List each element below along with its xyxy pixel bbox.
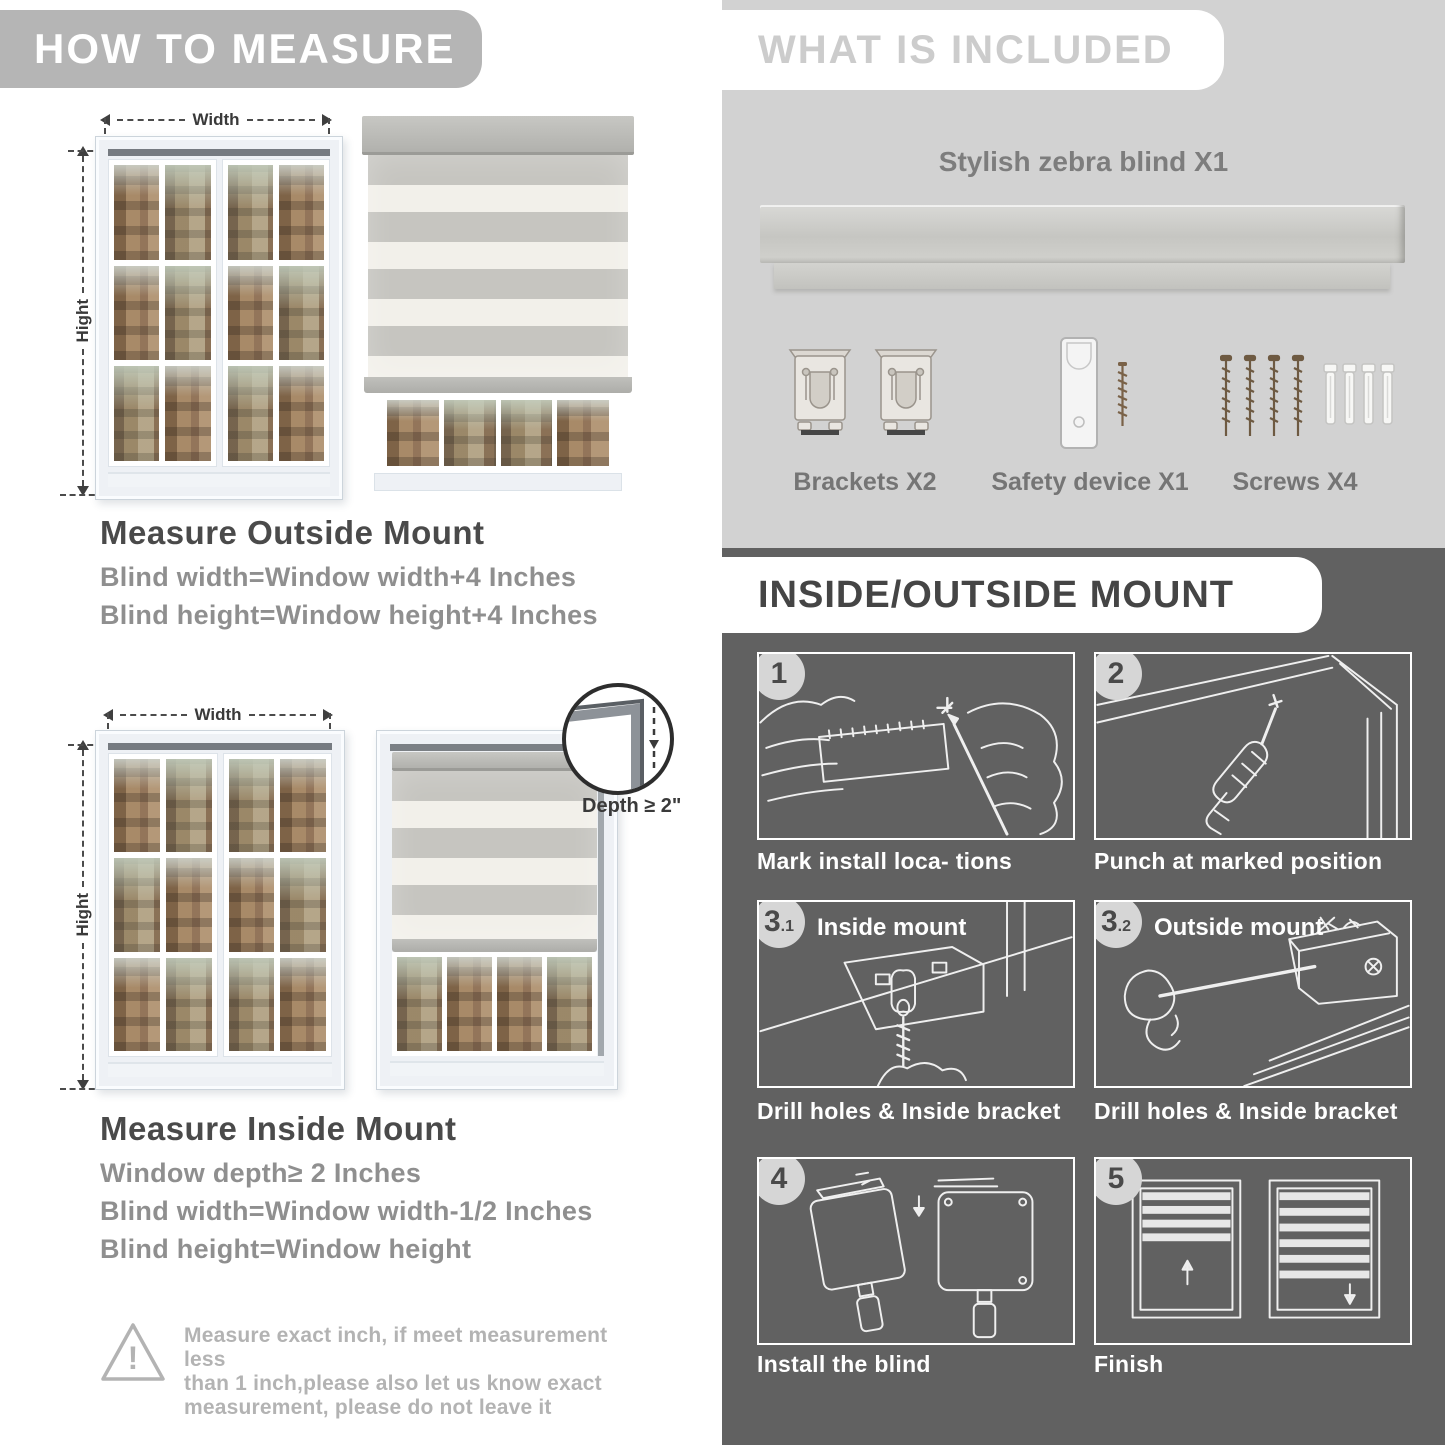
install-blind-illustration <box>759 1159 1073 1343</box>
screws-label: Screws X4 <box>1232 468 1358 496</box>
arrow-right-icon <box>322 114 332 126</box>
what-is-included-header: WHAT IS INCLUDED <box>722 10 1224 90</box>
screws-icon <box>1220 352 1400 444</box>
step-title-3-1: Inside mount <box>817 914 967 941</box>
svg-text:!: ! <box>127 1340 139 1376</box>
step-panel-5 <box>1094 1157 1412 1345</box>
outside-mount-window-diagram <box>95 136 343 500</box>
inside-mount-window-diagram <box>95 730 345 1090</box>
window-sash <box>222 159 331 467</box>
depth-detail-circle <box>562 683 674 795</box>
step-caption-3-1: Drill holes & Inside bracket <box>757 1098 1061 1124</box>
blind-cassette <box>362 116 634 155</box>
blind-bottom-rail <box>392 939 597 952</box>
blind-headrail-image <box>760 205 1405 263</box>
step-badge-4: 4 <box>757 1157 805 1205</box>
blind-fabric <box>368 155 628 377</box>
window-under-blind <box>392 952 597 1056</box>
width-label: Width <box>194 705 242 724</box>
safety-device-label: Safety device X1 <box>991 468 1189 496</box>
step-badge-5: 5 <box>1094 1157 1142 1205</box>
step-panel-2 <box>1094 652 1412 840</box>
how-to-measure-header: HOW TO MEASURE <box>0 10 482 88</box>
blind-valance-image <box>774 263 1390 289</box>
width-arrow <box>103 705 333 725</box>
blind-fabric <box>392 771 597 939</box>
step-caption-3-2: Drill holes & Inside bracket <box>1094 1098 1398 1124</box>
inside-mount-line3: Blind height=Window height <box>100 1234 472 1264</box>
inside-outside-mount-header: INSIDE/OUTSIDE MOUNT <box>722 557 1322 633</box>
step-caption-5: Finish <box>1094 1351 1164 1377</box>
step-badge-3-1: 3 .1 <box>757 900 805 948</box>
height-arrow <box>70 146 96 496</box>
window-sash <box>108 753 218 1057</box>
step-panel-3-2 <box>1094 900 1412 1088</box>
step-panel-1 <box>757 652 1075 840</box>
width-label: Width <box>192 110 240 129</box>
drill-illustration <box>1096 654 1410 838</box>
window-sill <box>108 472 330 487</box>
arrow-right-icon <box>323 709 333 721</box>
step-caption-1: Mark install loca- tions <box>757 848 1013 874</box>
brackets-label: Brackets X2 <box>793 468 937 496</box>
step-caption-4: Install the blind <box>757 1351 931 1377</box>
depth-note: Depth ≥ 2" <box>582 795 682 817</box>
height-arrow <box>70 740 96 1090</box>
step-panel-4 <box>757 1157 1075 1345</box>
window-sash <box>223 753 333 1057</box>
outside-mount-line1: Blind width=Window width+4 Inches <box>100 562 577 592</box>
zebra-blind-outside-graphic <box>362 116 634 500</box>
mount-steps-section <box>722 548 1445 1445</box>
outside-mount-title: Measure Outside Mount <box>100 514 485 551</box>
step-badge-3-2: 3 .2 <box>1094 900 1142 948</box>
measure-warning-note: Measure exact inch, if meet measurement less than 1 inch,please also let us know exact measurement, please do not leave it <box>184 1324 608 1419</box>
outside-mount-line2: Blind height=Window height+4 Inches <box>100 600 598 630</box>
blind-bottom-rail <box>364 377 632 393</box>
inside-mount-line1: Window depth≥ 2 Inches <box>100 1158 422 1188</box>
step-badge-1: 1 <box>757 652 805 700</box>
brackets-icon <box>786 342 944 442</box>
safety-device-icon <box>1052 334 1142 452</box>
height-label: Hight <box>73 893 92 937</box>
finish-illustration <box>1096 1159 1410 1343</box>
window-track <box>108 149 330 156</box>
warning-triangle-icon <box>98 1320 168 1386</box>
anchors-icon <box>1324 364 1394 424</box>
zebra-blind-item-label: Stylish zebra blind X1 <box>938 146 1229 177</box>
height-label: Hight <box>73 299 92 343</box>
mark-locations-illustration <box>759 654 1073 838</box>
step-panel-3-1 <box>757 900 1075 1088</box>
inside-mount-line2: Blind width=Window width-1/2 Inches <box>100 1196 593 1226</box>
step-badge-2: 2 <box>1094 652 1142 700</box>
window-corner-detail-icon <box>566 687 670 791</box>
width-arrow <box>100 110 332 130</box>
window-sash <box>108 159 217 467</box>
step-title-3-2: Outside mount <box>1154 914 1324 941</box>
what-is-included-section <box>722 0 1445 548</box>
window-frame-bottom <box>374 473 622 491</box>
window-under-blind <box>380 393 616 473</box>
screw-icon <box>1118 362 1127 426</box>
inside-mount-title: Measure Inside Mount <box>100 1110 457 1147</box>
step-caption-2: Punch at marked position <box>1094 848 1383 874</box>
